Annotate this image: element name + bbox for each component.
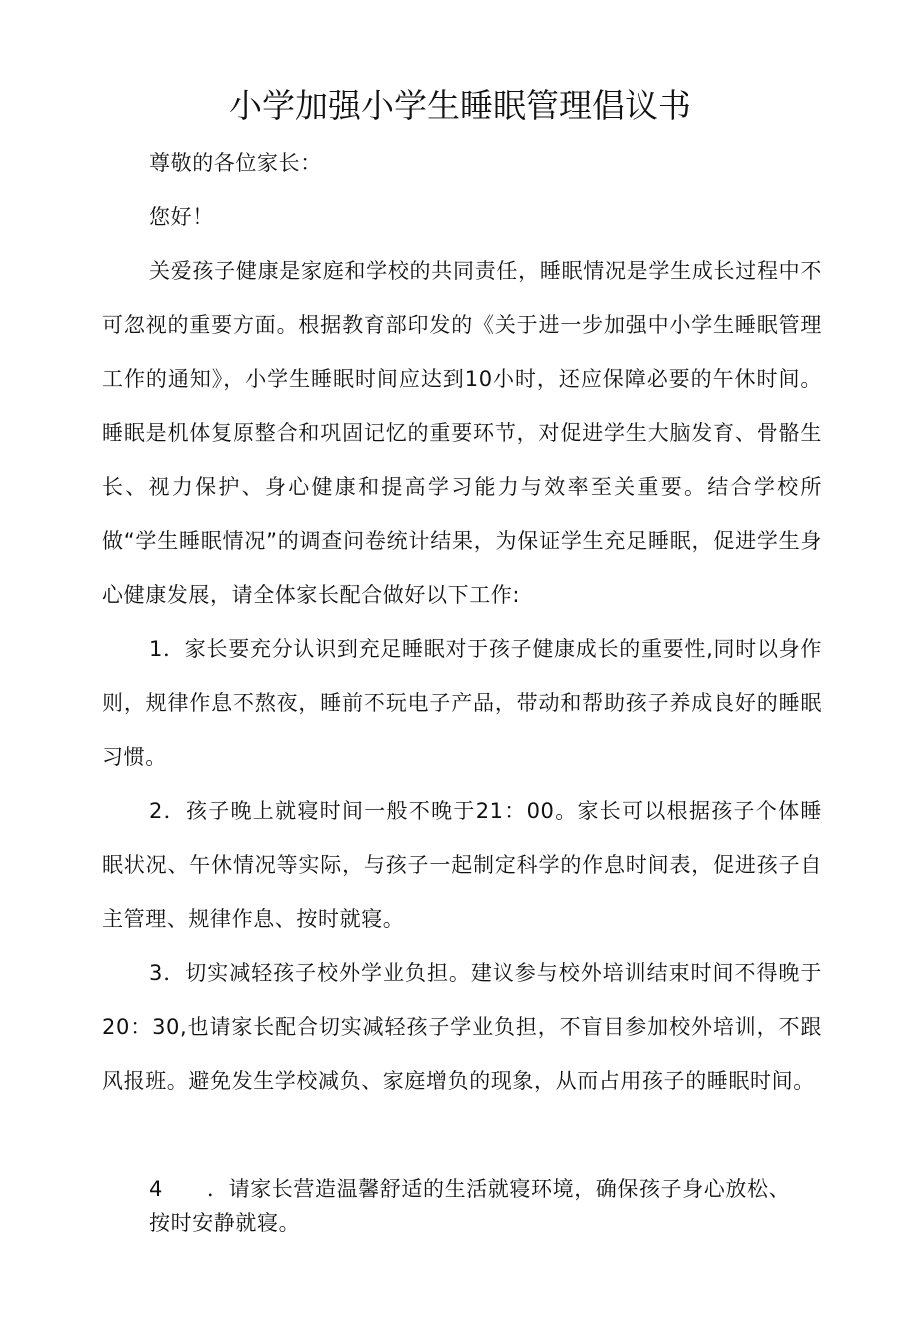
salutation: 尊敬的各位家长： bbox=[149, 151, 322, 175]
greeting: 您好！ bbox=[149, 205, 214, 229]
intro-paragraph: 关爱孩子健康是家庭和学校的共同责任，睡眠情况是学生成长过程中不可忽视的重要方面。根据教育部印发的《关于进一步加强中小学生睡眠管理工作的通知》，小学生睡眠时间应达到10小时，还应保障必要的午休时间。睡眠是机体复原整合和巩固记忆的重要环节，对促进学生大脑发育、骨骼生长、视力保护、身心健康和提高学习能力与效率至关重要。结合学校所做“学生睡眠情况”的调查问卷统计结果，为保证学生充足睡眠，促进学生身心健康发展，请全体家长配合做好以下工作: bbox=[102, 259, 822, 607]
list-item-1: 1．家长要充分认识到充足睡眠对于孩子健康成长的重要性,同时以身作则，规律作息不熬夜，睡前不玩电子产品，带动和帮助孩子养成良好的睡眠习惯。 bbox=[102, 637, 822, 769]
list-item-4-text: ．请家长营造温馨舒适的生活就寝环境，确保孩子身心放松、 bbox=[207, 1177, 791, 1201]
document-title: 小学加强小学生睡眠管理倡议书 bbox=[229, 86, 691, 125]
list-item-3: 3．切实减轻孩子校外学业负担。建议参与校外培训结束时间不得晚于20：30,也请家长配合切实减轻孩子学业负担，不盲目参加校外培训，不跟风报班。避免发生学校减负、家庭增负的现象，从而占用孩子的睡眠时间。 bbox=[102, 961, 822, 1093]
list-item-4 bbox=[149, 1172, 839, 1240]
list-item-4-number: 4 bbox=[149, 1177, 163, 1201]
list-item-4-continuation: 按时安静就寝。 bbox=[149, 1211, 301, 1235]
list-item-2: 2．孩子晚上就寝时间一般不晚于21：00。家长可以根据孩子个体睡眠状况、午休情况等实际，与孩子一起制定科学的作息时间表，促进孩子自主管理、规律作息、按时就寝。 bbox=[102, 799, 822, 931]
